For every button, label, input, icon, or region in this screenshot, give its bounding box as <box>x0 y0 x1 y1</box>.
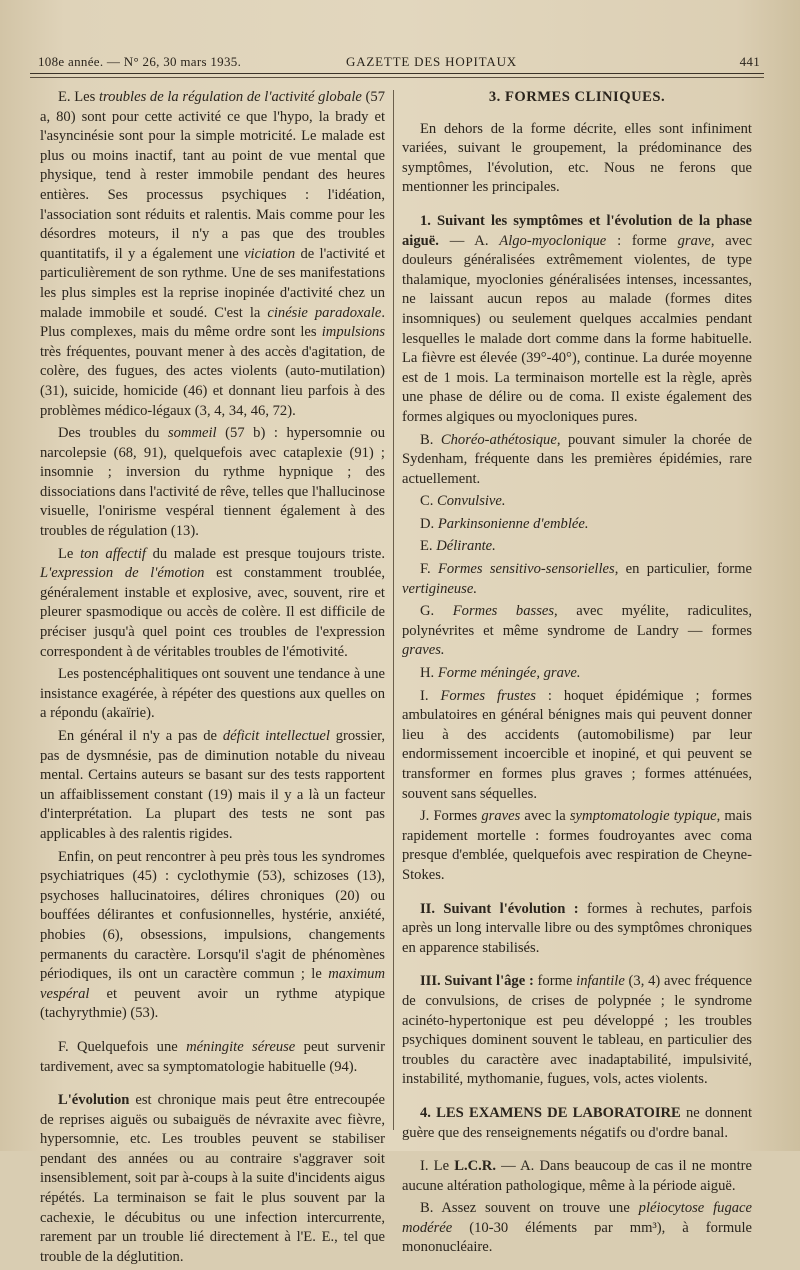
italic-text: Formes frustes <box>440 687 536 704</box>
italic-text: pléiocytose fugace modérée <box>402 1200 752 1236</box>
italic-text: sommeil <box>167 425 217 442</box>
page-header <box>38 44 760 70</box>
text-run: (57 a, 80) sont pour cette activité ce que l'hypo, la brady et l'asyncinésie sont pour la simple motricité. Le malade est plus ou moins inactif, tant au point de vue mental que physique, tend à rester immobile pendant des heures entières. Ses processus psychiques : l'idéation, l'association sont réduits et ralentis. Mais comme pour les désordres moteurs, il n'y a pas que des troubles quantitatifs, il y a également une <box>40 89 385 262</box>
text-run: En général il n'y a pas de <box>58 728 223 744</box>
paragraph-intellect <box>40 727 385 845</box>
text-run: (10-30 éléments par mm³), à formule mononucléaire. <box>402 1219 752 1256</box>
text-run: E. Les <box>58 89 99 105</box>
text-run: F. <box>420 561 438 578</box>
text-run: J. Formes <box>420 808 482 825</box>
text-run: est chronique mais peut être entrecoupée de reprises aiguës ou subaiguës de névraxite avec fièvre, hypersomnie, etc. Les troubles peuvent se stabiliser pendant des années ou au contraire s'aggraver soit insensiblement, soit par à-coups à la suite d'incidents aigus répétés. La terminaison se fait le plus souvent par la cachexie, le décubitus ou une infection intercurrente, rarement par un trouble lié directement à l'E. E., tel que trouble de la déglutition. <box>40 1092 385 1265</box>
italic-text: Choréo-athétosique <box>440 431 557 448</box>
bold-text: L.C.R. <box>454 1158 496 1175</box>
text-run: . Plus complexes, mais du même ordre sont les <box>40 304 385 341</box>
paragraph-pleiocytosis <box>402 1199 752 1258</box>
text-run: de l'activité et particulièrement de son rythme. Une de ses manifestations les plus simples est la reprise inopinée d'activité chez un malade immobile et soudé. C'est la <box>40 245 385 321</box>
text-run: B. Assez souvent on trouve une <box>420 1200 639 1217</box>
paragraph-laboratory <box>402 1104 752 1143</box>
bold-text: III. Suivant l'âge : <box>420 973 534 990</box>
item-d <box>402 515 752 535</box>
left-column <box>40 88 385 1270</box>
italic-text: déficit intellectuel <box>222 728 330 744</box>
item-g <box>402 602 752 661</box>
italic-text: ton affectif <box>80 545 146 562</box>
text-run: peut survenir tardivement, avec sa symptomatologie habituelle (94). <box>40 1038 385 1075</box>
italic-text: Formes sensitivo-sensorielles <box>437 561 615 578</box>
italic-text: viciation <box>244 245 296 262</box>
text-run: En dehors de la forme décrite, elles sont infiniment variées, suivant le groupement, la prédominance des symptômes, l'évolution, etc. Nous ne ferons que mentionner les principales. <box>402 120 752 196</box>
bold-text: L'évolution <box>58 1092 130 1109</box>
text-run: , en particulier, forme <box>614 561 752 578</box>
text-run: Le <box>58 545 81 562</box>
item-e <box>402 537 752 557</box>
right-column <box>402 88 752 1261</box>
text-run: Des troubles du <box>58 425 168 442</box>
paragraph-evolution <box>40 1091 385 1267</box>
text-run: D. <box>420 515 438 532</box>
item-f <box>402 560 752 599</box>
paragraph-meningitis <box>40 1038 385 1077</box>
text-run: , mais rapidement mortelle : formes foudroyantes avec coma presque d'emblée, quelquefois avec respiration de Cheyne-Stokes. <box>402 808 752 883</box>
italic-text: Algo-myoclonique <box>499 232 607 249</box>
italic-text: graves. <box>402 642 445 659</box>
text-run: forme <box>533 973 577 990</box>
text-run: très fréquentes, pouvant mener à des accès d'agitation, de colère, des fugues, des actes violents (auto-mutilation) (31), suicide, homicide (46) et donnant lieu parfois à des problèmes médico-légaux (3, 4, 34, 46, 72). <box>40 343 385 419</box>
item-b <box>402 431 752 490</box>
italic-text: Délirante. <box>436 538 496 555</box>
italic-text: vertigineuse. <box>402 580 477 597</box>
text-run: avec la <box>520 808 570 825</box>
paragraph-regulation <box>40 88 385 421</box>
italic-text: Convulsive. <box>437 493 506 510</box>
text-run: Enfin, on peut rencontrer à peu près tous les syndromes psychiatriques (45) : cyclothymie (53), schizoses (13), psychoses hallucinatoires, délires chroniques (20) ou bouffées délirantes et confusionnelles, hystérie, anxiété, phobies (6), obsessions, impulsions, changements permanents du caractère. Lorsqu'il s'agit de phénomènes périodiques, ils ont un caractère commun ; le <box>40 848 385 983</box>
text-run: C. <box>420 493 438 510</box>
paragraph-lcr <box>402 1157 752 1196</box>
paragraph-affect <box>40 545 385 663</box>
italic-text: Formes basses <box>452 603 555 620</box>
header-rule <box>30 73 764 74</box>
bold-text: II. Suivant l'évolution : <box>420 900 579 917</box>
italic-text: graves <box>481 808 521 825</box>
text-run: (57 b) : hypersomnie ou narcolepsie (68, 91), quelquefois avec cataplexie (91) ; insomnie ; inversion du rythme hypnique ; des dissociations dans l'activité de rêve, telles que l'hallucinose visuelle, l'onirisme vespéral tiennent également à des troubles de régulation (13). <box>40 425 385 540</box>
text-run: I. Le <box>420 1158 455 1175</box>
text-run: du malade est presque toujours triste. <box>145 545 385 562</box>
paragraph-syndromes <box>40 848 385 1024</box>
text-run: I. <box>420 687 441 704</box>
paragraph-intro <box>402 120 752 198</box>
section-heading: 3. FORMES CLINIQUES. <box>488 89 666 105</box>
italic-text: impulsions <box>321 324 385 341</box>
item-j <box>402 807 752 885</box>
text-run: Les postencéphalitiques ont souvent une tendance à une insistance exagérée, à répéter des questions aux quelles on a répondu (akaïrie). <box>40 666 385 722</box>
page-number: 441 <box>739 54 760 69</box>
paragraph-by-evolution <box>402 900 752 959</box>
paragraph-acute-phase <box>402 212 752 428</box>
text-run: : forme <box>606 232 678 249</box>
text-run: — A. <box>438 232 500 249</box>
text-run: E. <box>420 538 437 555</box>
italic-text: troubles de la régulation de l'activité globale <box>98 89 362 105</box>
text-run: formes à rechutes, parfois après un long intervalle libre ou des symptômes chroniques en apparence stabilisés. <box>402 900 752 956</box>
text-run: G. <box>420 603 453 620</box>
text-run: : hoquet épidémique ; formes ambulatoires en général bénignes mais qui peuvent donner lieu à des accidents (automobilisme) par leur endormissement incoercible et inopiné, et qui peuvent se transformer en formes plus graves ; formes atténuées, souvent sans séquelles. <box>402 687 752 802</box>
journal-title: GAZETTE DES HOPITAUX <box>346 54 517 69</box>
text-run: et peuvent avoir un rythme atypique (tachyrythmie) (53). <box>40 985 385 1022</box>
italic-text: symptomatologie typique <box>569 808 717 825</box>
text-run: F. Quelquefois une <box>58 1038 187 1055</box>
italic-text: infantile <box>576 973 625 990</box>
italic-text: cinésie paradoxale <box>267 304 382 321</box>
text-run: — A. Dans beaucoup de cas il ne montre aucune altération pathologique, même à la période aiguë. <box>402 1158 752 1194</box>
text-run: H. <box>420 665 438 682</box>
italic-text: Parkinsonienne d'emblée. <box>437 515 589 532</box>
italic-text: grave <box>677 232 711 249</box>
italic-text: Forme méningée, grave. <box>437 665 581 682</box>
item-h <box>402 664 752 684</box>
text-run: , avec myélite, radiculites, polynévrites et même syndrome de Landry — formes <box>402 603 752 639</box>
italic-text: L'expression de l'émotion <box>40 565 205 582</box>
italic-text: méningite séreuse <box>186 1038 296 1055</box>
text-run: grossier, pas de dysmnésie, pas de diminution notable du niveau mental. Certains auteurs se basant sur des tests rapportent un affaiblissement constant (19) mais il y a là un facteur d'interprétation. La plupart des tests ne sont pas applicables à des ralentis rigides. <box>40 728 385 842</box>
italic-text: maximum vespéral <box>40 966 385 1002</box>
text-run: , avec douleurs généralisées extrêmement violentes, de type thalamique, myoclonies généralisées intenses, incessantes, ne laissant aucun repos au malade (formes dites insomniques) ou seulement quelques accalmies pendant lesquelles le malade dort comme dans la forme habituelle. La fièvre est élevée (39°-40°), continue. La durée moyenne est de 1 mois. La terminaison mortelle est la règle, après une phase de délire ou de coma. Il existe également des formes algiques ou myocloniques pures. <box>402 232 753 425</box>
text-run: (3, 4) avec fréquence de convulsions, de crises de polypnée ; le syndrome acinéto-hypertonique est peu développé ; les troubles psychiques dominent souvent le tableau, en particulier des troubles du caractère avec inadaptabilité, impulsivité, instabilité, mythomanie, fugues, vols, actes violents. <box>402 973 752 1088</box>
bold-text: 1. Suivant les symptômes et l'évolution de la phase aiguë. <box>402 212 752 249</box>
text-run: , pouvant simuler la chorée de Sydenham, fréquente dans les premières épidémies, rare actuellement. <box>402 431 752 487</box>
text-run: est constamment troublée, généralement instable et explosive, avec, souvent, rire et pleurer spasmodique ou accès de colère. Il est difficile de préciser jusqu'à quel point ces troubles de l'expression correspondent à de véritables troubles de l'émotivité. <box>40 565 385 660</box>
text-run: B. <box>420 431 441 448</box>
bold-text: 4. LES EXAMENS DE LABORATOIRE <box>420 1104 681 1121</box>
item-i <box>402 687 752 805</box>
paragraph-insistence <box>40 665 385 724</box>
item-c <box>402 492 752 512</box>
paragraph-by-age <box>402 972 752 1090</box>
header-rule-thin <box>30 77 764 78</box>
paragraph-sleep <box>40 424 385 542</box>
text-run: ne donnent guère que des renseignements négatifs ou d'ordre banal. <box>402 1104 753 1141</box>
column-divider <box>393 90 394 1130</box>
issue-info: 108e année. — N° 26, 30 mars 1935. <box>38 54 242 69</box>
